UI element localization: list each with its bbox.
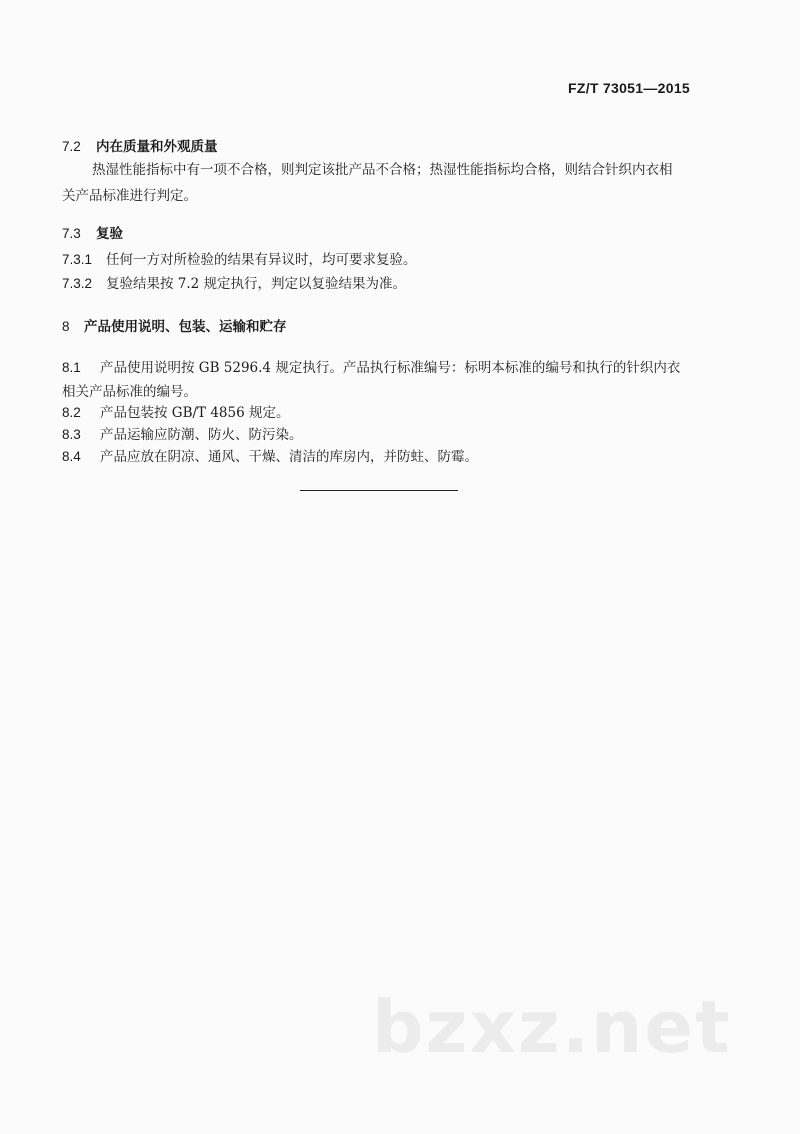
section-8-3 [62, 423, 303, 447]
clause-number: 8.1 [62, 360, 81, 375]
clause-text: 产品运输应防潮、防火、防污染。 [100, 427, 303, 443]
section-7-2-body-line2: 关产品标准进行判定。 [62, 188, 197, 204]
section-8-1-line1 [62, 356, 680, 380]
section-8-heading [62, 315, 287, 335]
section-7-3-1 [62, 248, 417, 272]
section-number: 8 [62, 319, 70, 334]
section-number: 7.3 [62, 226, 81, 241]
section-title: 复验 [96, 226, 123, 242]
section-title: 产品使用说明、包装、运输和贮存 [84, 319, 287, 335]
section-8-1-line2: 相关产品标准的编号。 [62, 384, 197, 400]
standard-code: FZ/T 73051—2015 [567, 80, 690, 96]
clause-text: 复验结果按 7.2 规定执行，判定以复验结果为准。 [106, 276, 407, 292]
section-title: 内在质量和外观质量 [96, 139, 218, 155]
clause-number: 8.2 [62, 405, 81, 420]
clause-number: 7.3.1 [62, 252, 93, 267]
section-number: 7.2 [62, 139, 81, 154]
clause-number: 8.4 [62, 449, 81, 464]
section-8-2 [62, 401, 290, 425]
clause-text: 任何一方对所检验的结果有异议时，均可要求复验。 [106, 252, 417, 268]
clause-text: 产品包装按 GB/T 4856 规定。 [100, 405, 290, 421]
end-rule [300, 490, 458, 491]
section-7-2-heading [62, 135, 218, 155]
section-7-2-body-line1: 热湿性能指标中有一项不合格，则判定该批产品不合格；热湿性能指标均合格，则结合针织内衣相 [92, 162, 673, 178]
clause-text: 产品应放在阴凉、通风、干燥、清洁的库房内，并防蛀、防霉。 [100, 449, 478, 465]
section-8-4 [62, 445, 478, 469]
clause-number: 7.3.2 [62, 276, 93, 291]
clause-number: 8.3 [62, 427, 81, 442]
watermark: bzxz.net [372, 985, 732, 1069]
clause-text: 产品使用说明按 GB 5296.4 规定执行。产品执行标准编号：标明本标准的编号和执行的针织内衣 [100, 360, 681, 376]
section-7-3-2 [62, 272, 406, 296]
section-7-3-heading [62, 222, 123, 242]
